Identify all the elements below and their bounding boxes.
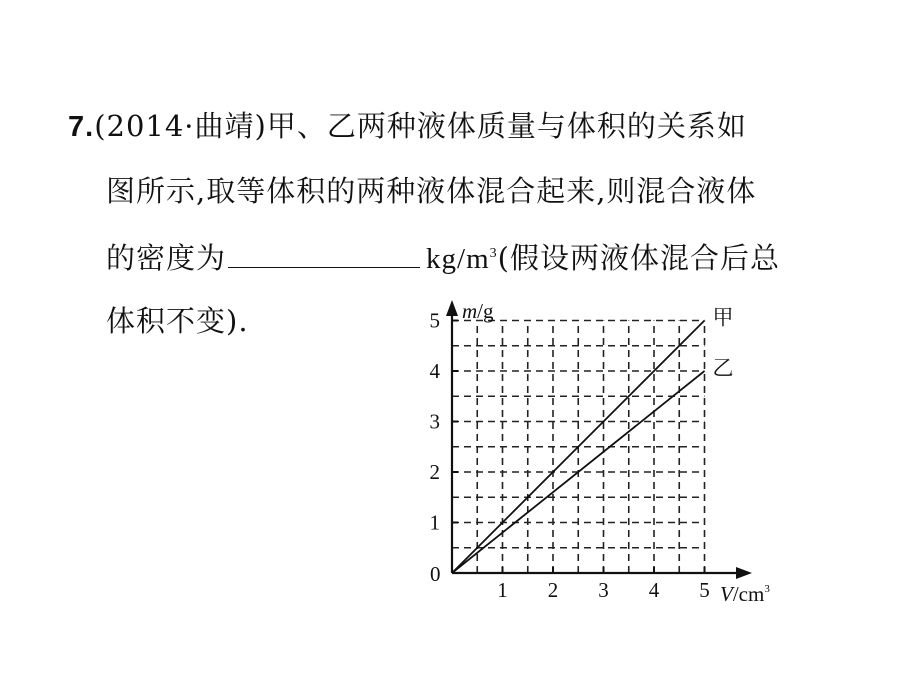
y-tick-label: 2 [429,460,440,484]
question-text-3b: (假设两液体混合后总 [497,241,780,275]
x-tick-label: 4 [648,578,660,602]
axes [446,300,752,579]
y-axis-var: m [462,299,478,323]
x-tick-label: 5 [699,578,710,602]
x-axis-label [720,582,770,606]
question-source: (2014·曲靖) [94,109,267,143]
question-text-2: 图所示,取等体积的两种液体混合起来,则混合液体 [106,174,757,208]
x-tick-label: 3 [598,578,609,602]
density-unit-base: kg/m [426,243,490,275]
density-unit-exponent: 3 [489,246,498,261]
question-text-1: 甲、乙两种液体质量与体积的关系如 [266,109,747,143]
y-tick-label: 4 [429,359,440,383]
mass-volume-chart [420,296,810,616]
y-axis-label [462,299,494,323]
series-label-1: 甲 [712,305,734,330]
x-axis-var: V [720,582,733,606]
question-text-4: 体积不变). [106,304,249,338]
question-line-3 [106,237,780,278]
series-label-2: 乙 [712,356,734,380]
x-tick-label: 2 [547,578,559,602]
question-text-3a: 的密度为 [106,241,227,275]
x-axis-arrow [736,567,752,579]
question-line-2 [106,172,756,210]
y-tick-label: 1 [429,510,440,535]
x-axis-unit: /cm [732,582,765,606]
y-axis-arrow [446,300,458,316]
question-line-4 [106,302,249,340]
answer-blank[interactable] [228,237,420,268]
density-unit [426,243,498,275]
y-axis-unit: /g [477,299,494,323]
x-tick-label: 1 [497,578,508,602]
y-tick-label: 5 [429,308,440,333]
question-number: 7. [68,111,95,143]
y-tick-label: 3 [429,409,440,434]
x-axis-exponent: 3 [764,583,770,595]
question-line-1 [68,107,747,146]
origin-label: 0 [430,562,441,586]
